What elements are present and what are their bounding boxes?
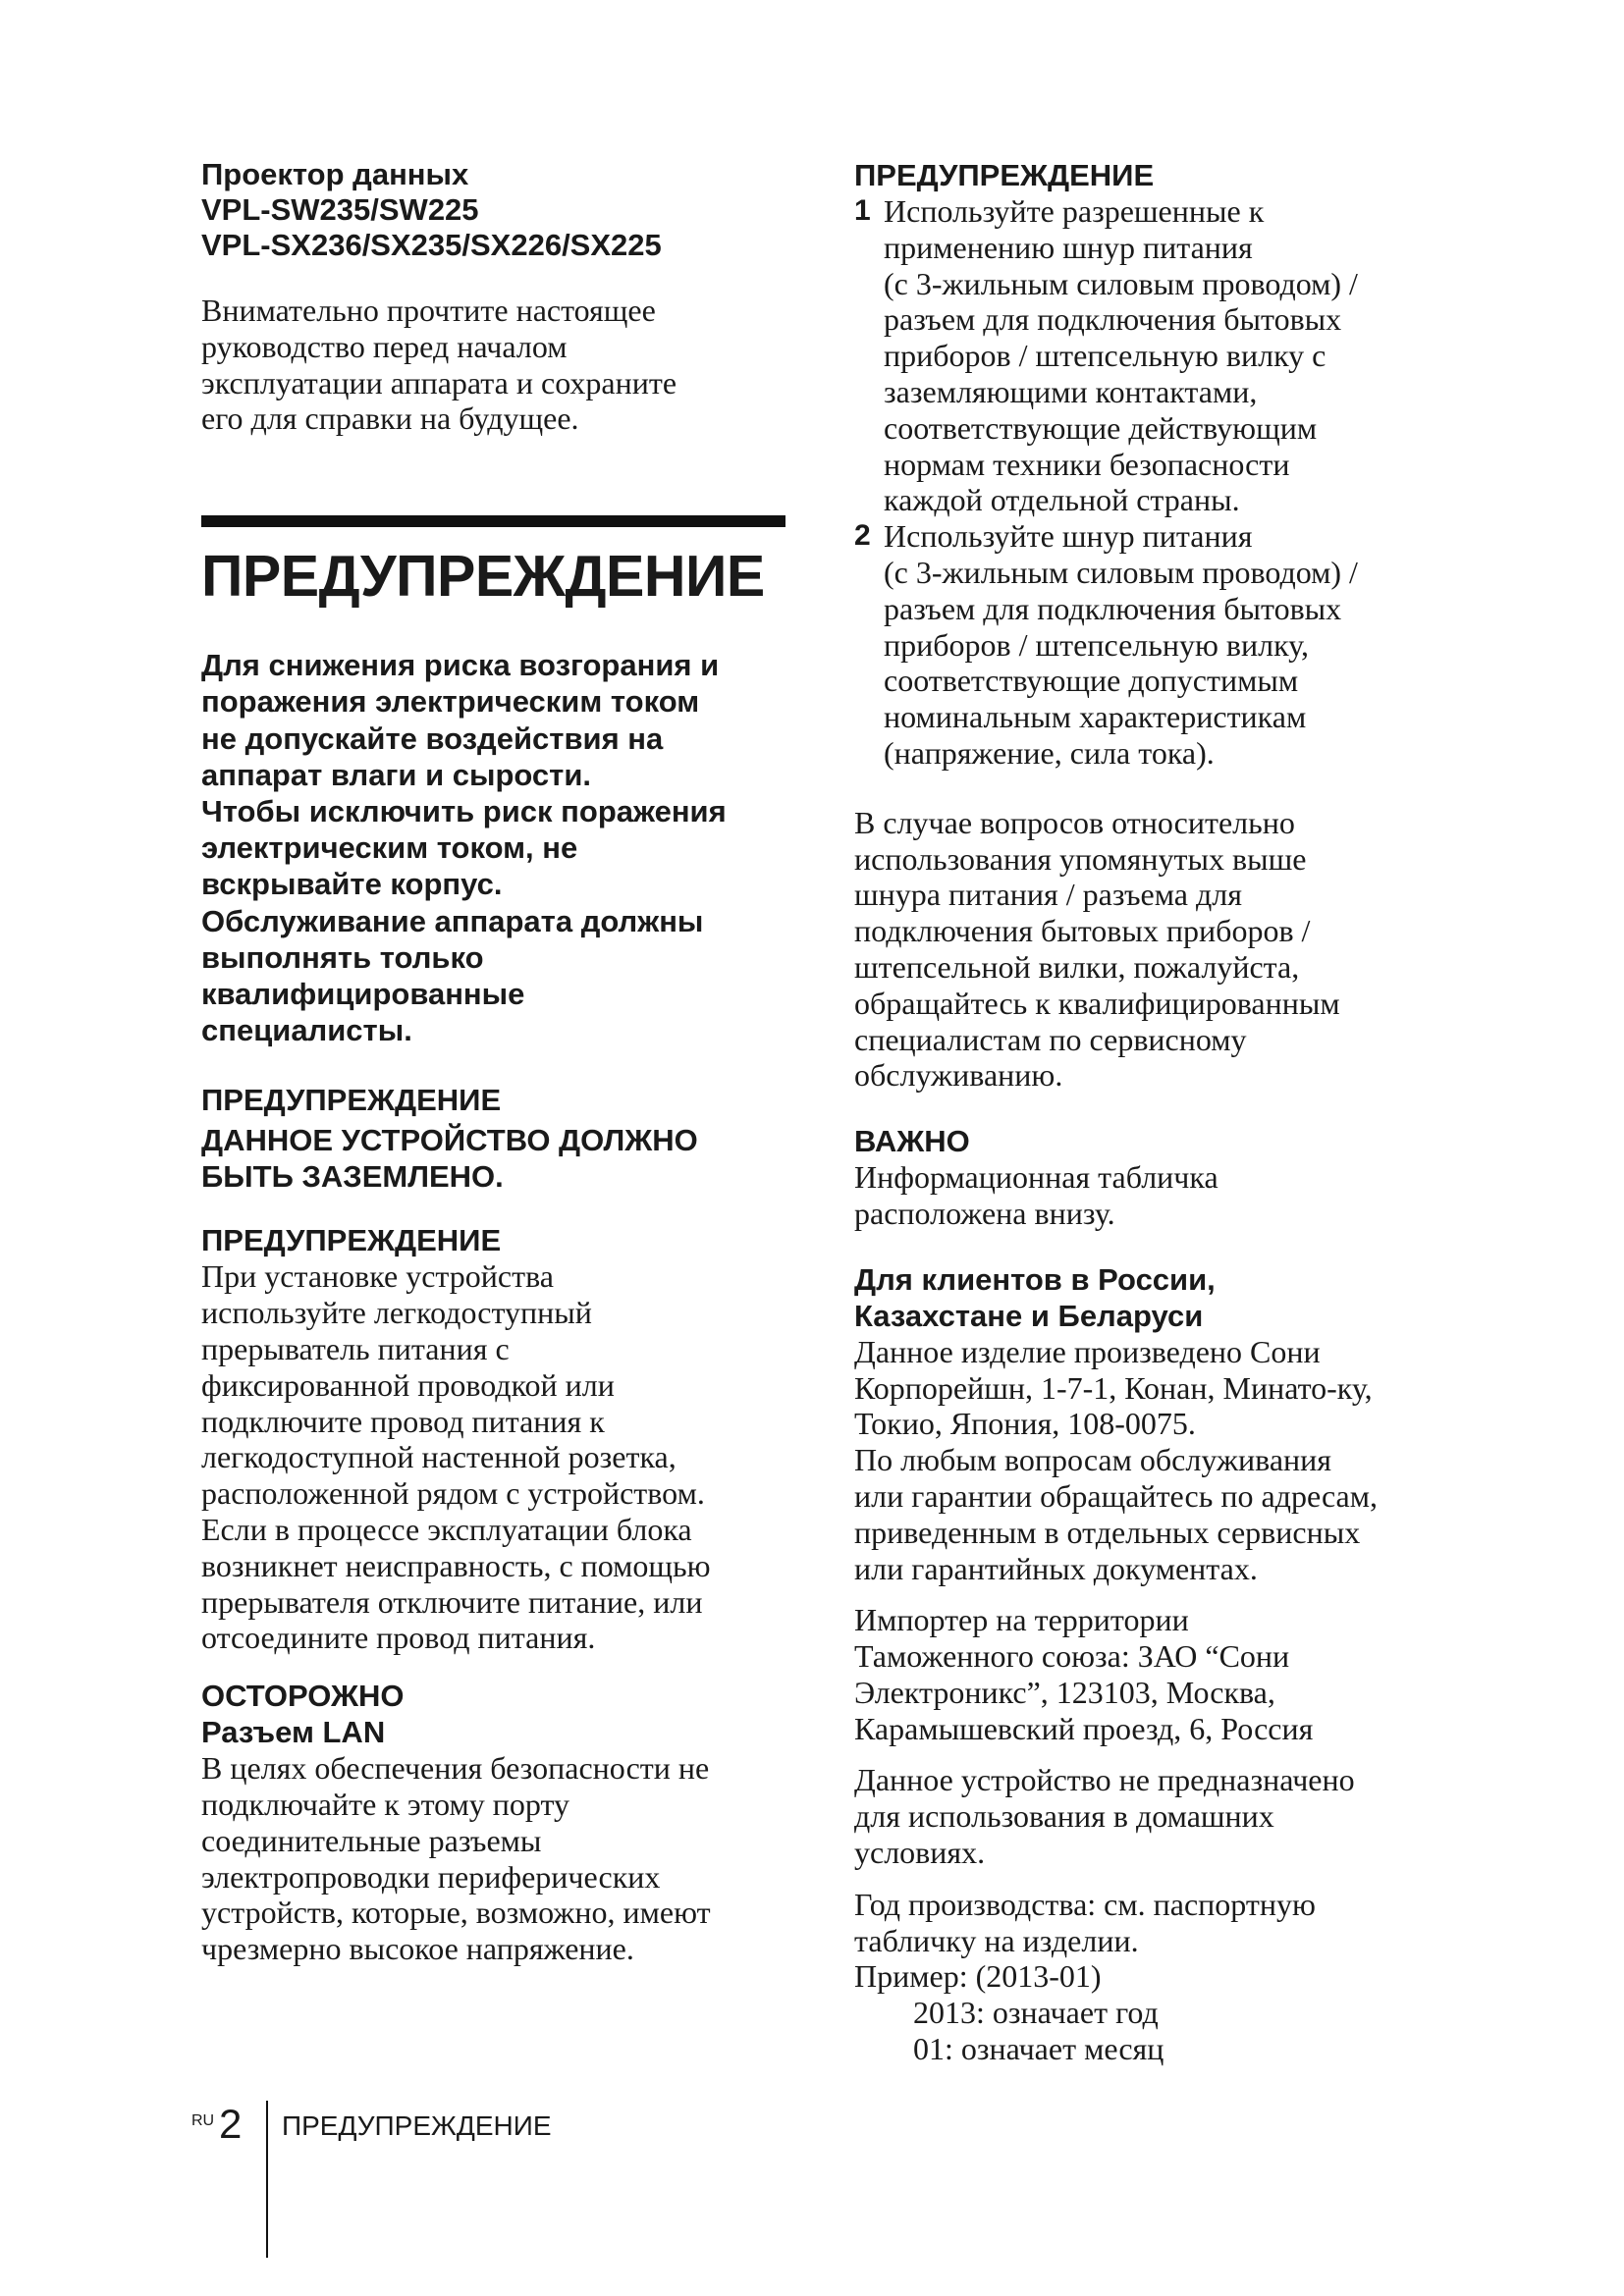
breaker-warning-text: При установке устройства используйте легкодоступный прерыватель питания с фиксированной проводкой или подключите провод питания к легкодоступной настенной розетка, расположенной рядом с устройством. Если в процессе эксплуатации блока возникнет неисправность, с помощью прерывателя отключите питание, или отсоедините провод питания. [201,1258,711,1656]
warning-heading-power-cord: ПРЕДУПРЕЖДЕНИЕ [854,158,1155,192]
fire-shock-warning: Для снижения риска возгорания и поражения электрическим током не допускайте воздействия на аппарат влаги и сырости. Чтобы исключить риск поражения электрическим током, не вскрывайте корпус. Обслуживание аппарата должны выполнять только квалифицированные специалисты. [201,648,727,1048]
importer-text: Импортер на территории Таможенного союза: ЗАО “Сони Электроникс”, 123103, Москва, Карамышевский проезд, 6, Россия [854,1602,1314,1746]
list-item [854,193,1453,518]
language-code: RU [191,2112,215,2129]
lan-port-subheading: Разъем LAN [201,1715,386,1750]
model-line-1: VPL-SW235/SW225 [201,192,479,227]
title-rule [201,515,785,527]
important-heading: ВАЖНО [854,1124,970,1159]
list-item-text: Используйте разрешенные к применению шнур питания (с 3-жильным силовым проводом) / разъем для подключения бытовых приборов / штепсельную вилку с заземляющими контактами, соответствующие действующим нормам техники безопасности каждой отдельной страны. [884,193,1358,518]
year-example [854,1995,1453,2067]
page-title: ПРЕДУПРЕЖДЕНИЕ [201,544,765,610]
intro-text: Внимательно прочтите настоящее руководство перед началом эксплуатации аппарата и сохраните его для справки на будущее. [201,293,677,437]
product-type: Проектор данных [201,157,469,191]
questions-text: В случае вопросов относительно использования упомянутых выше шнура питания / разъема для подключения бытовых приборов / штепсельной вилки, пожалуйста, обращайтесь к квалифицированным специалистам по сервисному обслуживанию. [854,804,1340,1094]
not-for-home-text: Данное устройство не предназначено для использования в домашних условиях. [854,1762,1355,1871]
warning-heading-ground: ПРЕДУПРЕЖДЕНИЕ [201,1083,502,1118]
page-number: 2 [219,2101,243,2147]
warning-heading-breaker: ПРЕДУПРЕЖДЕНИЕ [201,1223,502,1258]
production-year-text: Год производства: см. паспортную табличку на изделии. Пример: (2013-01) [854,1886,1316,1995]
right-column [854,157,1453,2067]
clients-heading: Для клиентов в России, Казахстане и Беларуси [854,1261,1216,1333]
lan-caution-text: В целях обеспечения безопасности не подключайте к этому порту соединительные разъемы электропроводки периферических устройств, которые, возможно, имеют чрезмерно высокое напряжение. [201,1750,711,1967]
month-example-line: 01: означает месяц [913,2031,1164,2067]
model-block [201,157,790,263]
important-text: Информационная табличка расположена внизу. [854,1159,1218,1231]
manufacturer-text: Данное изделие произведено Сони Корпорейшн, 1-7-1, Конан, Минато-ку, Токио, Япония, 108-0075. По любым вопросам обслуживания или гарантии обращайтесь по адресам, приведенным в отдельных сервисных или гарантийных документах. [854,1333,1378,1586]
footer-divider [266,2101,268,2258]
model-line-2: VPL-SX236/SX235/SX226/SX225 [201,228,662,262]
footer-section-title: ПРЕДУПРЕЖДЕНИЕ [282,2110,552,2141]
caution-heading: ОСТОРОЖНО [201,1679,405,1714]
list-number: 1 [854,194,871,227]
ground-warning-text: ДАННОЕ УСТРОЙСТВО ДОЛЖНО БЫТЬ ЗАЗЕМЛЕНО. [201,1123,698,1195]
left-column [201,157,790,1967]
year-example-line: 2013: означает год [913,1995,1159,2031]
list-item-text: Используйте шнур питания (с 3-жильным силовым проводом) / разъем для подключения бытовых приборов / штепсельную вилку, соответствующие допустимым номинальным характеристикам (напряжение, сила тока). [884,518,1358,771]
list-item [854,518,1453,772]
list-number: 2 [854,519,871,553]
